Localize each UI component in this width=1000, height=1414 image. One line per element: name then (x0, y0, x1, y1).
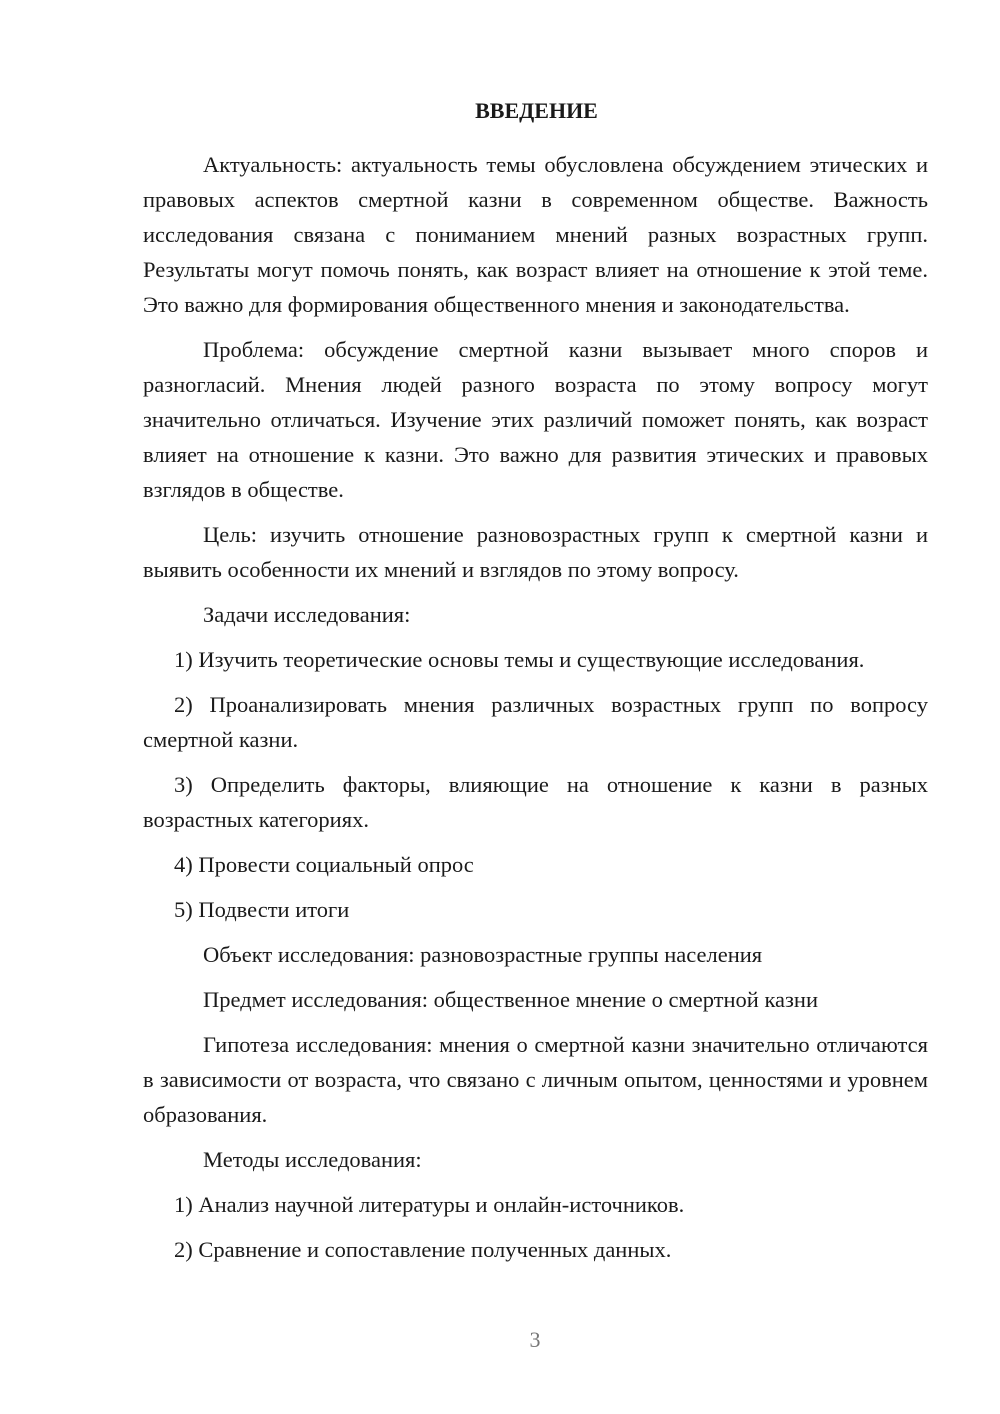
method-item: 1) Анализ научной литературы и онлайн-источников. (174, 1192, 685, 1217)
task-item: 4) Провести социальный опрос (174, 852, 474, 877)
subject-paragraph: Предмет исследования: общественное мнение о смертной казни (203, 987, 818, 1012)
task-item: 3) Определить факторы, влияющие на отношение к казни в разных возрастных категориях. (143, 772, 928, 832)
section-title: ВВЕДЕНИЕ (475, 98, 598, 123)
goal-paragraph: Цель: изучить отношение разновозрастных групп к смертной казни и выявить особенности их мнений и взглядов по этому вопросу. (143, 522, 928, 582)
object-paragraph: Объект исследования: разновозрастные группы населения (203, 942, 763, 967)
method-item: 2) Сравнение и сопоставление полученных данных. (174, 1237, 672, 1262)
tasks-heading: Задачи исследования: (203, 602, 411, 627)
hypothesis-paragraph: Гипотеза исследования: мнения о смертной казни значительно отличаются в зависимости от возраста, что связано с личным опытом, ценностями и уровнем образования. (143, 1032, 928, 1127)
page-number: 3 (529, 1327, 541, 1352)
document-page (143, 93, 928, 1277)
problem-paragraph: Проблема: обсуждение смертной казни вызывает много споров и разногласий. Мнения людей разного возраста по этому вопросу могут значительно отличаться. Изучение этих различий поможет понять, как возраст влияет на отношение к казни. Это важно для развития этических и правовых взглядов в обществе. (143, 337, 928, 502)
methods-heading: Методы исследования: (203, 1147, 422, 1172)
task-item: 2) Проанализировать мнения различных возрастных групп по вопросу смертной казни. (143, 692, 928, 752)
relevance-paragraph: Актуальность: актуальность темы обусловлена обсуждением этических и правовых аспектов смертной казни в современном обществе. Важность исследования связана с пониманием мнений разных возрастных групп. Результаты могут помочь понять, как возраст влияет на отношение к этой теме. Это важно для формирования общественного мнения и законодательства. (143, 152, 928, 317)
task-item: 5) Подвести итоги (174, 897, 350, 922)
task-item: 1) Изучить теоретические основы темы и существующие исследования. (174, 647, 865, 672)
